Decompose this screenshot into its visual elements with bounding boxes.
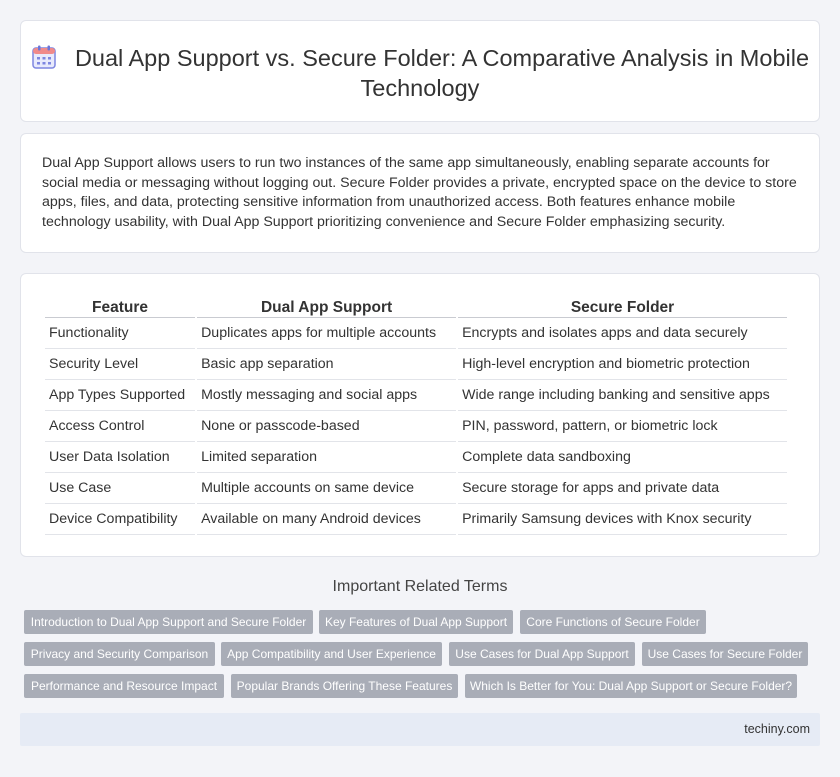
table-row xyxy=(45,504,787,535)
calendar-icon xyxy=(31,44,57,70)
intro-paragraph: Dual App Support allows users to run two instances of the same app simultaneously, enabling separate accounts for social media or messaging without logging out. Secure Folder provides a private, encrypted space on the device to store apps, files, and data, protecting sensitive information from unauthorized access. Both features enhance mobile technology usability, with Dual App Support prioritizing convenience and Secure Folder emphasizing security. xyxy=(42,155,797,230)
table-cell: None or passcode-based xyxy=(197,411,456,442)
table-header-row xyxy=(45,296,787,318)
table-row xyxy=(45,442,787,473)
table-cell: Complete data sandboxing xyxy=(458,442,787,473)
table-cell: Basic app separation xyxy=(197,349,456,380)
header-feature: Feature xyxy=(45,296,195,318)
related-tag-use-cases-dual[interactable]: Use Cases for Dual App Support xyxy=(449,642,635,666)
related-tag-popular-brands[interactable]: Popular Brands Offering These Features xyxy=(231,674,458,698)
footer xyxy=(20,713,820,746)
table-row xyxy=(45,318,787,349)
table-cell: Duplicates apps for multiple accounts xyxy=(197,318,456,349)
footer-site: techiny.com xyxy=(744,722,810,736)
table-row xyxy=(45,380,787,411)
related-terms-title: Important Related Terms xyxy=(332,578,508,595)
table-cell: High-level encryption and biometric protection xyxy=(458,349,787,380)
related-tag-performance[interactable]: Performance and Resource Impact xyxy=(24,674,224,698)
table-cell: Primarily Samsung devices with Knox security xyxy=(458,504,787,535)
table-cell: Mostly messaging and social apps xyxy=(197,380,456,411)
table-cell: Available on many Android devices xyxy=(197,504,456,535)
table-cell: Device Compatibility xyxy=(45,504,195,535)
related-tag-app-compatibility[interactable]: App Compatibility and User Experience xyxy=(221,642,442,666)
table-cell: Multiple accounts on same device xyxy=(197,473,456,504)
comparison-card xyxy=(20,273,820,557)
table-cell: Limited separation xyxy=(197,442,456,473)
table-cell: Security Level xyxy=(45,349,195,380)
title-card xyxy=(20,20,820,122)
related-tag-which-better[interactable]: Which Is Better for You: Dual App Support or Secure Folder? xyxy=(465,674,797,698)
header-dual-app: Dual App Support xyxy=(197,296,456,318)
related-tag-key-features[interactable]: Key Features of Dual App Support xyxy=(319,610,513,634)
related-tag-core-functions[interactable]: Core Functions of Secure Folder xyxy=(520,610,706,634)
table-cell: Functionality xyxy=(45,318,195,349)
related-tag-use-cases-secure[interactable]: Use Cases for Secure Folder xyxy=(642,642,808,666)
table-cell: App Types Supported xyxy=(45,380,195,411)
table-cell: User Data Isolation xyxy=(45,442,195,473)
table-row xyxy=(45,349,787,380)
related-tag-privacy-security[interactable]: Privacy and Security Comparison xyxy=(24,642,215,666)
related-tag-introduction[interactable]: Introduction to Dual App Support and Secure Folder xyxy=(24,610,313,634)
comparison-table xyxy=(43,296,789,535)
table-row xyxy=(45,473,787,504)
page-title xyxy=(21,43,819,103)
table-cell: PIN, password, pattern, or biometric lock xyxy=(458,411,787,442)
table-cell: Access Control xyxy=(45,411,195,442)
table-cell: Secure storage for apps and private data xyxy=(458,473,787,504)
intro-card xyxy=(20,133,820,253)
table-cell: Encrypts and isolates apps and data securely xyxy=(458,318,787,349)
page-title-text: Dual App Support vs. Secure Folder: A Comparative Analysis in Mobile Technology xyxy=(74,45,810,101)
table-cell: Use Case xyxy=(45,473,195,504)
table-row xyxy=(45,411,787,442)
table-cell: Wide range including banking and sensitive apps xyxy=(458,380,787,411)
header-secure-folder: Secure Folder xyxy=(458,296,787,318)
